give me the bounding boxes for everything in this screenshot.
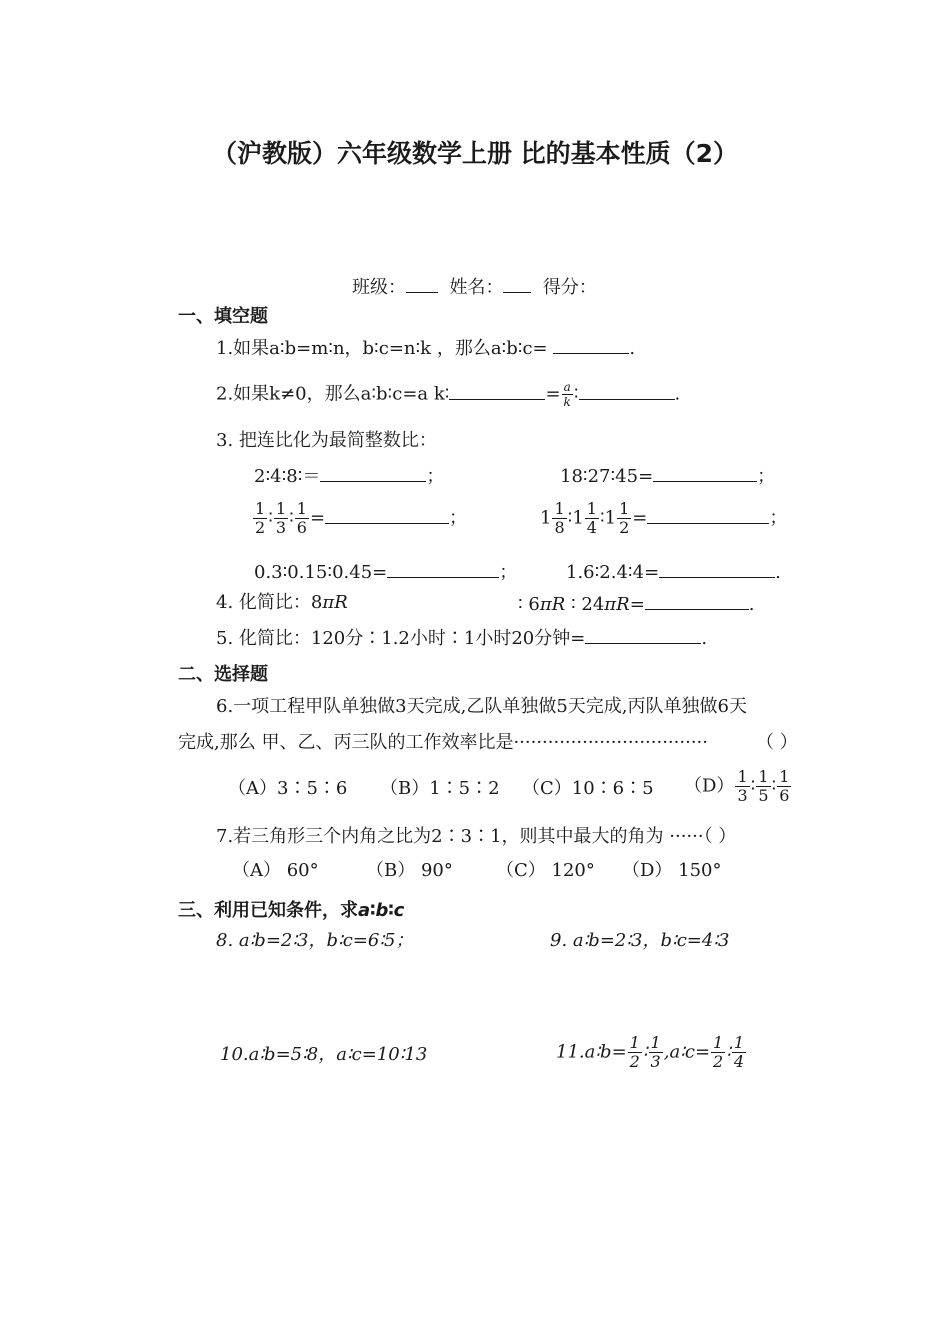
fraction: [777, 768, 791, 805]
q7-option-d[interactable]: （D） 150°: [622, 860, 722, 881]
q6-d-label: （D）: [684, 775, 735, 797]
question-4: [216, 592, 348, 614]
numerator: 1: [650, 1033, 661, 1052]
q4-pi-r-1: πR: [322, 592, 348, 613]
q7-option-a[interactable]: （A） 60°: [232, 860, 319, 881]
denominator: 2: [629, 1052, 640, 1071]
q3-r2a-blank[interactable]: [325, 506, 449, 524]
numerator: 1: [586, 499, 597, 518]
name-label: 姓名：: [449, 277, 504, 298]
colon: ∶: [771, 775, 777, 797]
q3-row2-a: [252, 500, 467, 537]
q6-option-c[interactable]: （C）10∶6∶5: [522, 778, 654, 799]
class-label: 班级：: [352, 277, 406, 298]
q2-colon: ∶: [573, 383, 579, 405]
fraction: [711, 1034, 725, 1071]
fraction: [732, 1034, 746, 1071]
q3-r3b-end: .: [775, 562, 781, 583]
q1-end: .: [629, 338, 636, 359]
q1-answer-blank[interactable]: [553, 336, 629, 354]
q1-text: 1.如果a∶b=m∶n，b∶c=n∶k ，那么a∶b∶c=: [216, 338, 548, 359]
q4-mid: ∶ 6: [518, 594, 540, 615]
fraction: [735, 768, 749, 805]
q3-row1-b: [560, 464, 775, 488]
denominator: 6: [779, 786, 790, 805]
colon: ∶: [599, 507, 605, 529]
numerator: 1: [554, 499, 565, 518]
q7-option-c[interactable]: （C） 120°: [496, 860, 595, 881]
q2-num: a: [563, 380, 571, 394]
q6-option-b[interactable]: （B）1∶5∶2: [380, 778, 500, 799]
denominator: 4: [733, 1052, 745, 1071]
q3-r3a-blank[interactable]: [387, 560, 499, 578]
denominator: 3: [650, 1052, 661, 1071]
q5-blank[interactable]: [585, 626, 701, 644]
q4-pi-r-2: πR: [539, 594, 566, 615]
q3-r1b-end: ；: [757, 466, 776, 487]
fraction: [617, 500, 631, 537]
denominator: 2: [713, 1052, 724, 1071]
q3-r2a-end: ；: [449, 507, 468, 529]
question-1: [216, 336, 635, 360]
whole-number: 1: [572, 507, 584, 529]
s3-expr: a∶b∶c: [358, 900, 405, 921]
numerator: 1: [779, 767, 790, 786]
q3-r3a-end: ；: [499, 562, 518, 583]
fraction: [628, 1034, 642, 1071]
q2-blank-1[interactable]: [449, 382, 545, 400]
s3-prefix: 三、利用已知条件，求: [178, 900, 358, 921]
question-5: [216, 626, 707, 650]
equals: =: [632, 507, 648, 529]
q3-r3a-text: 0.3∶0.15∶0.45=: [254, 562, 388, 583]
q4-text: 4. 化简比：8: [216, 592, 323, 613]
question-3: 3. 把连比化为最简整数比：: [216, 430, 437, 451]
colon: ∶: [726, 1041, 731, 1063]
class-blank[interactable]: [406, 275, 438, 293]
denominator: 5: [758, 786, 769, 805]
q3-row2-b: [540, 500, 787, 537]
question-4-cont: [518, 592, 755, 616]
numerator: 1: [737, 767, 748, 786]
whole-number: 1: [604, 507, 617, 529]
numerator: 1: [619, 499, 630, 518]
q6-answer-paren[interactable]: （ ）: [756, 732, 798, 753]
denominator: 3: [275, 518, 287, 537]
fraction: [585, 500, 599, 537]
student-info-row: [352, 275, 597, 299]
q3-r1a-blank[interactable]: [320, 464, 426, 482]
page-title: （沪教版）六年级数学上册 比的基本性质（2）: [211, 139, 739, 168]
denominator: 4: [586, 518, 597, 537]
denominator: 6: [296, 518, 307, 537]
q3-r1a-text: 2∶4∶8∶＝: [254, 466, 321, 487]
q5-end: .: [701, 628, 708, 649]
numerator: 1: [629, 1033, 640, 1052]
colon: ∶: [289, 507, 294, 529]
fraction: [295, 500, 309, 537]
colon: ∶: [567, 507, 573, 529]
equals: =: [309, 507, 326, 529]
q3-row3-a: [254, 560, 517, 584]
q4-end: .: [748, 594, 755, 615]
question-7: 7.若三角形三个内角之比为2∶3∶1，则其中最大的角为 ······（ ）: [216, 826, 737, 847]
q3-r3b-text: 1.6∶2.4∶4=: [566, 562, 660, 583]
denominator: 3: [737, 786, 748, 805]
fraction: [274, 500, 288, 537]
colon: ∶: [750, 775, 756, 797]
q3-r2b-end: ；: [769, 507, 788, 529]
denominator: 2: [255, 518, 266, 537]
denominator: 8: [554, 518, 565, 537]
q3-r2b-blank[interactable]: [647, 506, 769, 524]
section-fill-blank: 一、填空题: [178, 306, 268, 327]
numerator: 1: [296, 499, 307, 518]
colon: ∶: [268, 507, 273, 529]
q6-line1: 6.一项工程甲队单独做3天完成,乙队单独做5天完成,丙队单独做6天: [216, 696, 747, 717]
name-blank[interactable]: [503, 275, 531, 293]
q5-text: 5. 化简比：120分∶1.2小时∶1小时20分钟=: [216, 628, 586, 649]
question-9: 9. a∶b=2∶3，b∶c=4∶3: [550, 930, 730, 951]
question-11: [556, 1034, 747, 1071]
q4-blank[interactable]: [645, 592, 749, 610]
q2-eq: =: [545, 383, 561, 405]
colon: ∶: [642, 1041, 648, 1063]
q2-blank-2[interactable]: [579, 382, 675, 400]
q7-option-b[interactable]: （B） 90°: [366, 860, 453, 881]
q4-pi-r-3: πR: [604, 594, 630, 615]
q3-r3b-blank[interactable]: [659, 560, 775, 578]
numerator: 1: [255, 499, 266, 518]
q4-mid2: ∶ 24: [570, 594, 605, 615]
q3-row3-b: [566, 560, 781, 584]
fraction: [649, 1034, 663, 1071]
q11-pre: 11.a∶b=: [556, 1041, 627, 1063]
whole-number: 1: [540, 507, 552, 529]
q3-r1b-text: 18∶27∶45=: [560, 466, 654, 487]
numerator: 1: [713, 1033, 724, 1052]
question-10: 10.a∶b=5∶8，a∶c=10∶13: [220, 1044, 428, 1065]
fraction: [253, 500, 267, 537]
q4-eq: =: [629, 594, 645, 615]
fraction: [552, 500, 566, 537]
q2-text: 2.如果k≠0，那么a∶b∶c=a k∶: [216, 383, 450, 405]
question-2: [216, 380, 680, 409]
numerator: 1: [758, 767, 769, 786]
q3-row1-a: [254, 464, 444, 488]
q11-mid: ,a∶c=: [663, 1041, 711, 1063]
numerator: 1: [733, 1033, 745, 1052]
q2-den: k: [563, 395, 571, 409]
q3-r1a-end: ；: [426, 466, 445, 487]
fraction: [756, 768, 770, 805]
q2-end: .: [674, 383, 681, 405]
q6-option-a[interactable]: （A）3∶5∶6: [228, 778, 348, 799]
section-multiple-choice: 二、选择题: [178, 664, 268, 685]
score-label: 得分：: [542, 277, 597, 298]
q2-fraction: [562, 380, 573, 409]
q3-r1b-blank[interactable]: [653, 464, 757, 482]
section-given-conditions: [178, 896, 404, 922]
numerator: 1: [275, 499, 287, 518]
q6-line2: 完成,那么 甲、乙、丙三队的工作效率比是··································: [178, 732, 708, 753]
denominator: 2: [619, 518, 630, 537]
q6-option-d[interactable]: [684, 768, 792, 805]
question-8: 8. a∶b=2∶3，b∶c=6∶5；: [216, 930, 414, 951]
